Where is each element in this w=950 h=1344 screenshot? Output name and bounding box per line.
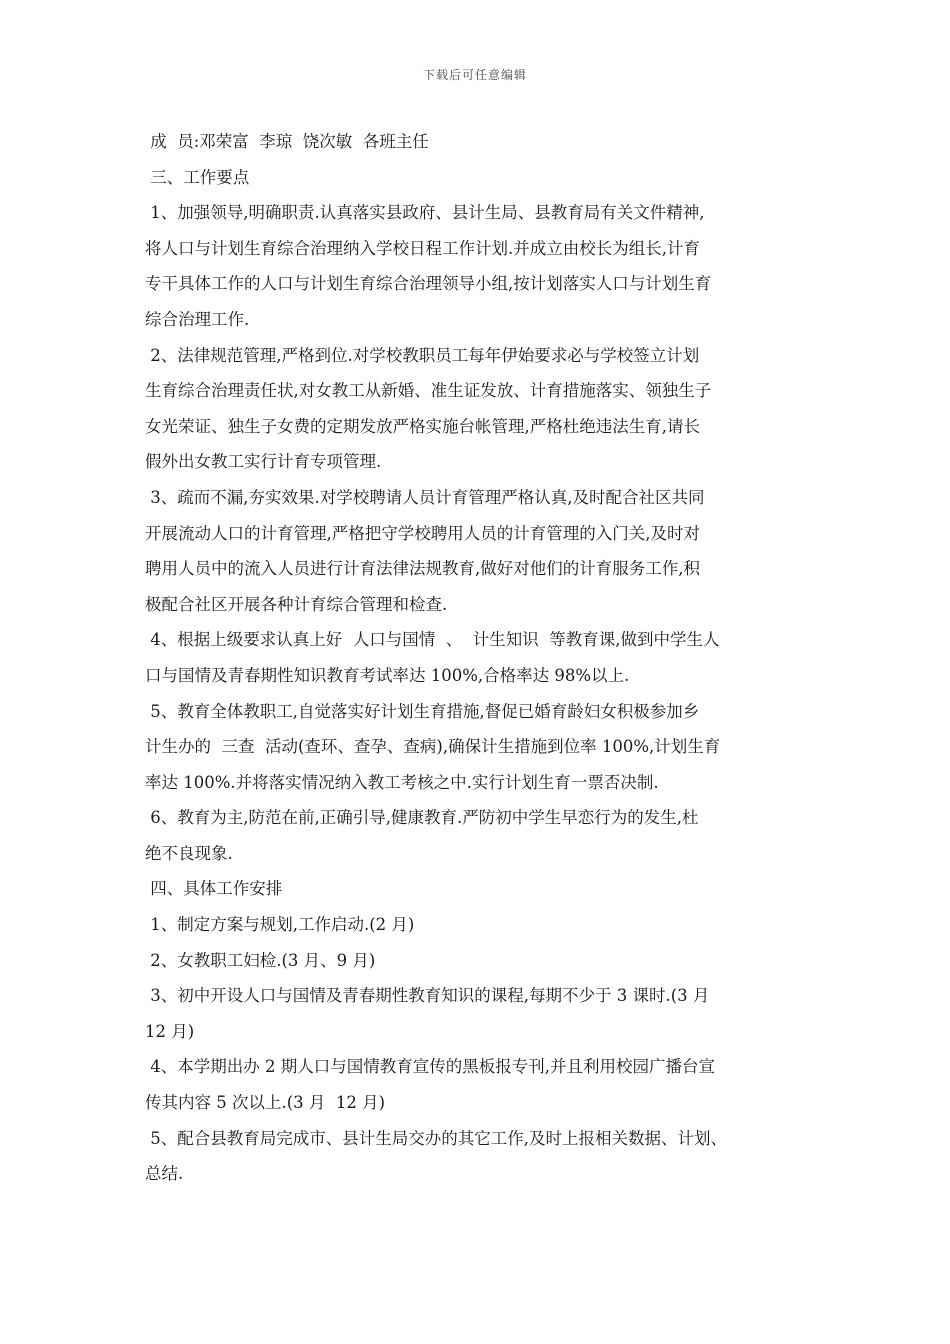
text-line: 3、疏而不漏,夯实效果.对学校聘请人员计育管理严格认真,及时配合社区共同 (145, 487, 705, 507)
text-line: 将人口与计划生育综合治理纳入学校日程工作计划.并成立由校长为组长,计育 (145, 238, 700, 258)
text-line: 极配合社区开展各种计育综合管理和检查. (145, 594, 448, 614)
text-line: 总结. (145, 1164, 184, 1184)
text-line: 口与国情及青春期性知识教育考试率达 100%,合格率达 98%以上. (145, 665, 630, 685)
document-body (145, 124, 817, 1192)
text-line: 绝不良现象. (145, 843, 233, 863)
text-line: 女光荣证、独生子女费的定期发放严格实施台帐管理,严格杜绝违法生育,请长 (145, 416, 700, 436)
text-line: 开展流动人口的计育管理,严格把守学校聘用人员的计育管理的入门关,及时对 (145, 523, 700, 543)
text-line: 综合治理工作. (145, 309, 250, 329)
text-line: 三、工作要点 (145, 167, 250, 187)
text-line: 5、配合县教育局完成市、县计生局交办的其它工作,及时上报相关数据、计划、 (145, 1128, 727, 1148)
text-line: 12 月) (145, 1021, 195, 1041)
text-line: 4、本学期出办 2 期人口与国情教育宣传的黑板报专刊,并且利用校园广播台宣 (145, 1057, 715, 1077)
text-line: 专干具体工作的人口与计划生育综合治理领导小组,按计划落实人口与计划生育 (145, 274, 712, 294)
page-header: 下载后可任意编辑 (422, 68, 527, 82)
text-line: 四、具体工作安排 (145, 879, 283, 899)
text-line: 5、教育全体教职工,自觉落实好计划生育措施,督促已婚育龄妇女积极参加乡 (145, 701, 700, 721)
text-line: 成 员:邓荣富 李琼 饶次敏 各班主任 (145, 132, 429, 151)
text-line: 2、法律规范管理,严格到位.对学校教职员工每年伊始要求必与学校签立计划 (145, 345, 700, 365)
text-line: 假外出女教工实行计育专项管理. (145, 452, 382, 472)
text-line: 6、教育为主,防范在前,正确引导,健康教育.严防初中学生早恋行为的发生,杜 (145, 808, 699, 828)
text-line: 2、女教职工妇检.(3 月、9 月) (145, 950, 376, 970)
text-line: 1、加强领导,明确职责.认真落实县政府、县计生局、县教育局有关文件精神, (145, 203, 705, 223)
text-line: 生育综合治理责任状,对女教工从新婚、准生证发放、计育措施落实、领独生子 (145, 381, 712, 401)
text-line: 传其内容 5 次以上.(3 月 12 月) (145, 1093, 386, 1113)
text-line: 率达 100%.并将落实情况纳入教工考核之中.实行计划生育一票否决制. (145, 772, 659, 792)
text-line: 3、初中开设人口与国情及青春期性教育知识的课程,每期不少于 3 课时.(3 月 (145, 986, 710, 1006)
text-line: 4、根据上级要求认真上好 人口与国情 、 计生知识 等教育课,做到中学生人 (145, 630, 720, 650)
text-line: 聘用人员中的流入人员进行计育法律法规教育,做好对他们的计育服务工作,积 (145, 559, 700, 579)
text-line: 计生办的 三查 活动(查环、查孕、查病),确保计生措施到位率 100%,计划生育 (145, 737, 721, 757)
text-line: 1、制定方案与规划,工作启动.(2 月) (145, 915, 415, 935)
